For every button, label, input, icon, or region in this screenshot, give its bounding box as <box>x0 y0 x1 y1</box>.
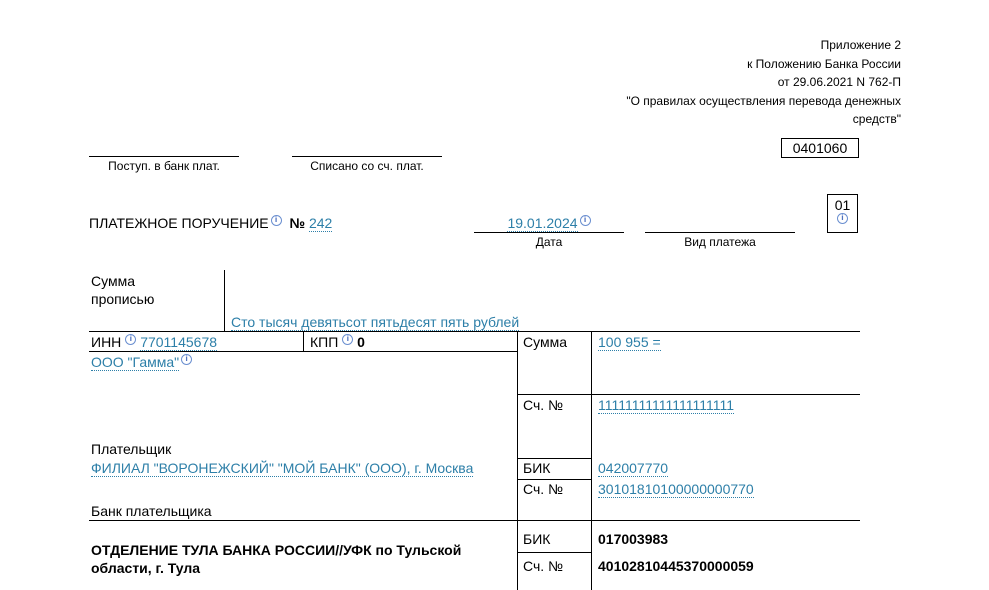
appendix-line-2: к Положению Банка России <box>747 56 901 71</box>
date-field <box>474 215 624 233</box>
payer-kpp-row <box>310 334 365 350</box>
payer-inn-row <box>91 334 217 350</box>
info-icon[interactable]: i <box>342 334 353 345</box>
payment-type-line <box>645 232 795 233</box>
payer-bank-name[interactable]: ФИЛИАЛ "ВОРОНЕЖСКИЙ" "МОЙ БАНК" (ООО), г. Москва <box>91 460 474 476</box>
payee-bank-name <box>91 541 461 577</box>
payer-name-field <box>91 354 192 372</box>
inn-row-bottom-line <box>89 351 517 352</box>
payer-bank-bik[interactable]: 042007770 <box>598 460 669 476</box>
number-sign: № <box>289 215 306 231</box>
payer-label: Плательщик <box>91 441 172 457</box>
amount-words-label-1: Сумма <box>91 273 135 289</box>
form-code: 0401060 <box>781 138 859 158</box>
info-icon[interactable]: i <box>125 334 136 345</box>
info-icon[interactable]: i <box>271 215 282 226</box>
debited-line <box>292 156 442 157</box>
payer-account-label: Сч. № <box>523 397 564 413</box>
payee-bank-bik-label: БИК <box>523 531 551 547</box>
inn-label: ИНН <box>91 334 122 350</box>
bik-bottom-line <box>517 479 592 480</box>
date-label: Дата <box>535 235 563 249</box>
payer-account[interactable]: 11111111111111111111 <box>598 397 734 413</box>
payee-bank-account-label: Сч. № <box>523 558 564 574</box>
payee-bank-name-line-1: ОТДЕЛЕНИЕ ТУЛА БАНКА РОССИИ//УФК по Тульской <box>91 542 462 558</box>
date-line <box>474 232 624 233</box>
amount-words[interactable]: Сто тысяч девятьсот пятьдесят пять рублей <box>231 314 520 330</box>
payee-bank-bik: 017003983 <box>598 531 669 547</box>
payer-name[interactable]: ООО "Гамма" <box>91 354 180 370</box>
sum-label: Сумма <box>523 334 567 350</box>
payer-bank-label: Банк плательщика <box>91 503 212 519</box>
payer-bank-bik-label: БИК <box>523 460 551 476</box>
appendix-line-4: "О правилах осуществления перевода денежных <box>626 93 901 108</box>
status-code: 01 <box>834 197 851 213</box>
status-box <box>827 194 858 233</box>
payer-kpp: 0 <box>357 334 365 350</box>
amount-words-field <box>231 314 519 332</box>
bank-received-line <box>89 156 239 157</box>
order-title-row <box>89 215 332 231</box>
info-icon[interactable]: i <box>181 354 192 365</box>
payer-bank-top-line <box>517 458 592 459</box>
amount-words-divider <box>224 270 225 331</box>
payee-bik-bottom-line <box>517 552 592 553</box>
order-date[interactable]: 19.01.2024 <box>507 215 578 231</box>
info-icon[interactable]: i <box>837 213 848 224</box>
order-title: ПЛАТЕЖНОЕ ПОРУЧЕНИЕ <box>89 215 269 231</box>
bank-received-label: Поступ. в банк плат. <box>108 159 220 173</box>
payer-bank-account-label: Сч. № <box>523 481 564 497</box>
appendix-line-3: от 29.06.2021 N 762-П <box>777 75 901 89</box>
payer-inn[interactable]: 7701145678 <box>140 334 218 350</box>
info-icon[interactable]: i <box>580 215 591 226</box>
payment-type-label: Вид платежа <box>684 235 756 249</box>
kpp-label: КПП <box>310 334 339 350</box>
amount-words-bottom-line <box>89 331 860 332</box>
appendix-header <box>626 36 901 129</box>
amount-words-label-2: прописью <box>91 291 155 307</box>
payer-bank-bottom-line <box>89 520 860 521</box>
amount-words-label <box>91 272 154 308</box>
payee-bank-name-line-2: области, г. Тула <box>91 560 201 576</box>
inn-kpp-divider <box>303 331 304 351</box>
sum-value[interactable]: 100 955 = <box>598 334 661 350</box>
payer-bank-account[interactable]: 30101810100000000770 <box>598 481 754 497</box>
payee-bank-account: 40102810445370000059 <box>598 558 754 574</box>
sum-bottom-line <box>517 394 860 395</box>
payer-bank-field <box>91 460 473 478</box>
debited-label: Списано со сч. плат. <box>310 159 424 173</box>
appendix-line-1: Приложение 2 <box>820 38 901 52</box>
appendix-line-5: средств" <box>852 112 901 126</box>
order-number[interactable]: 242 <box>308 215 333 231</box>
